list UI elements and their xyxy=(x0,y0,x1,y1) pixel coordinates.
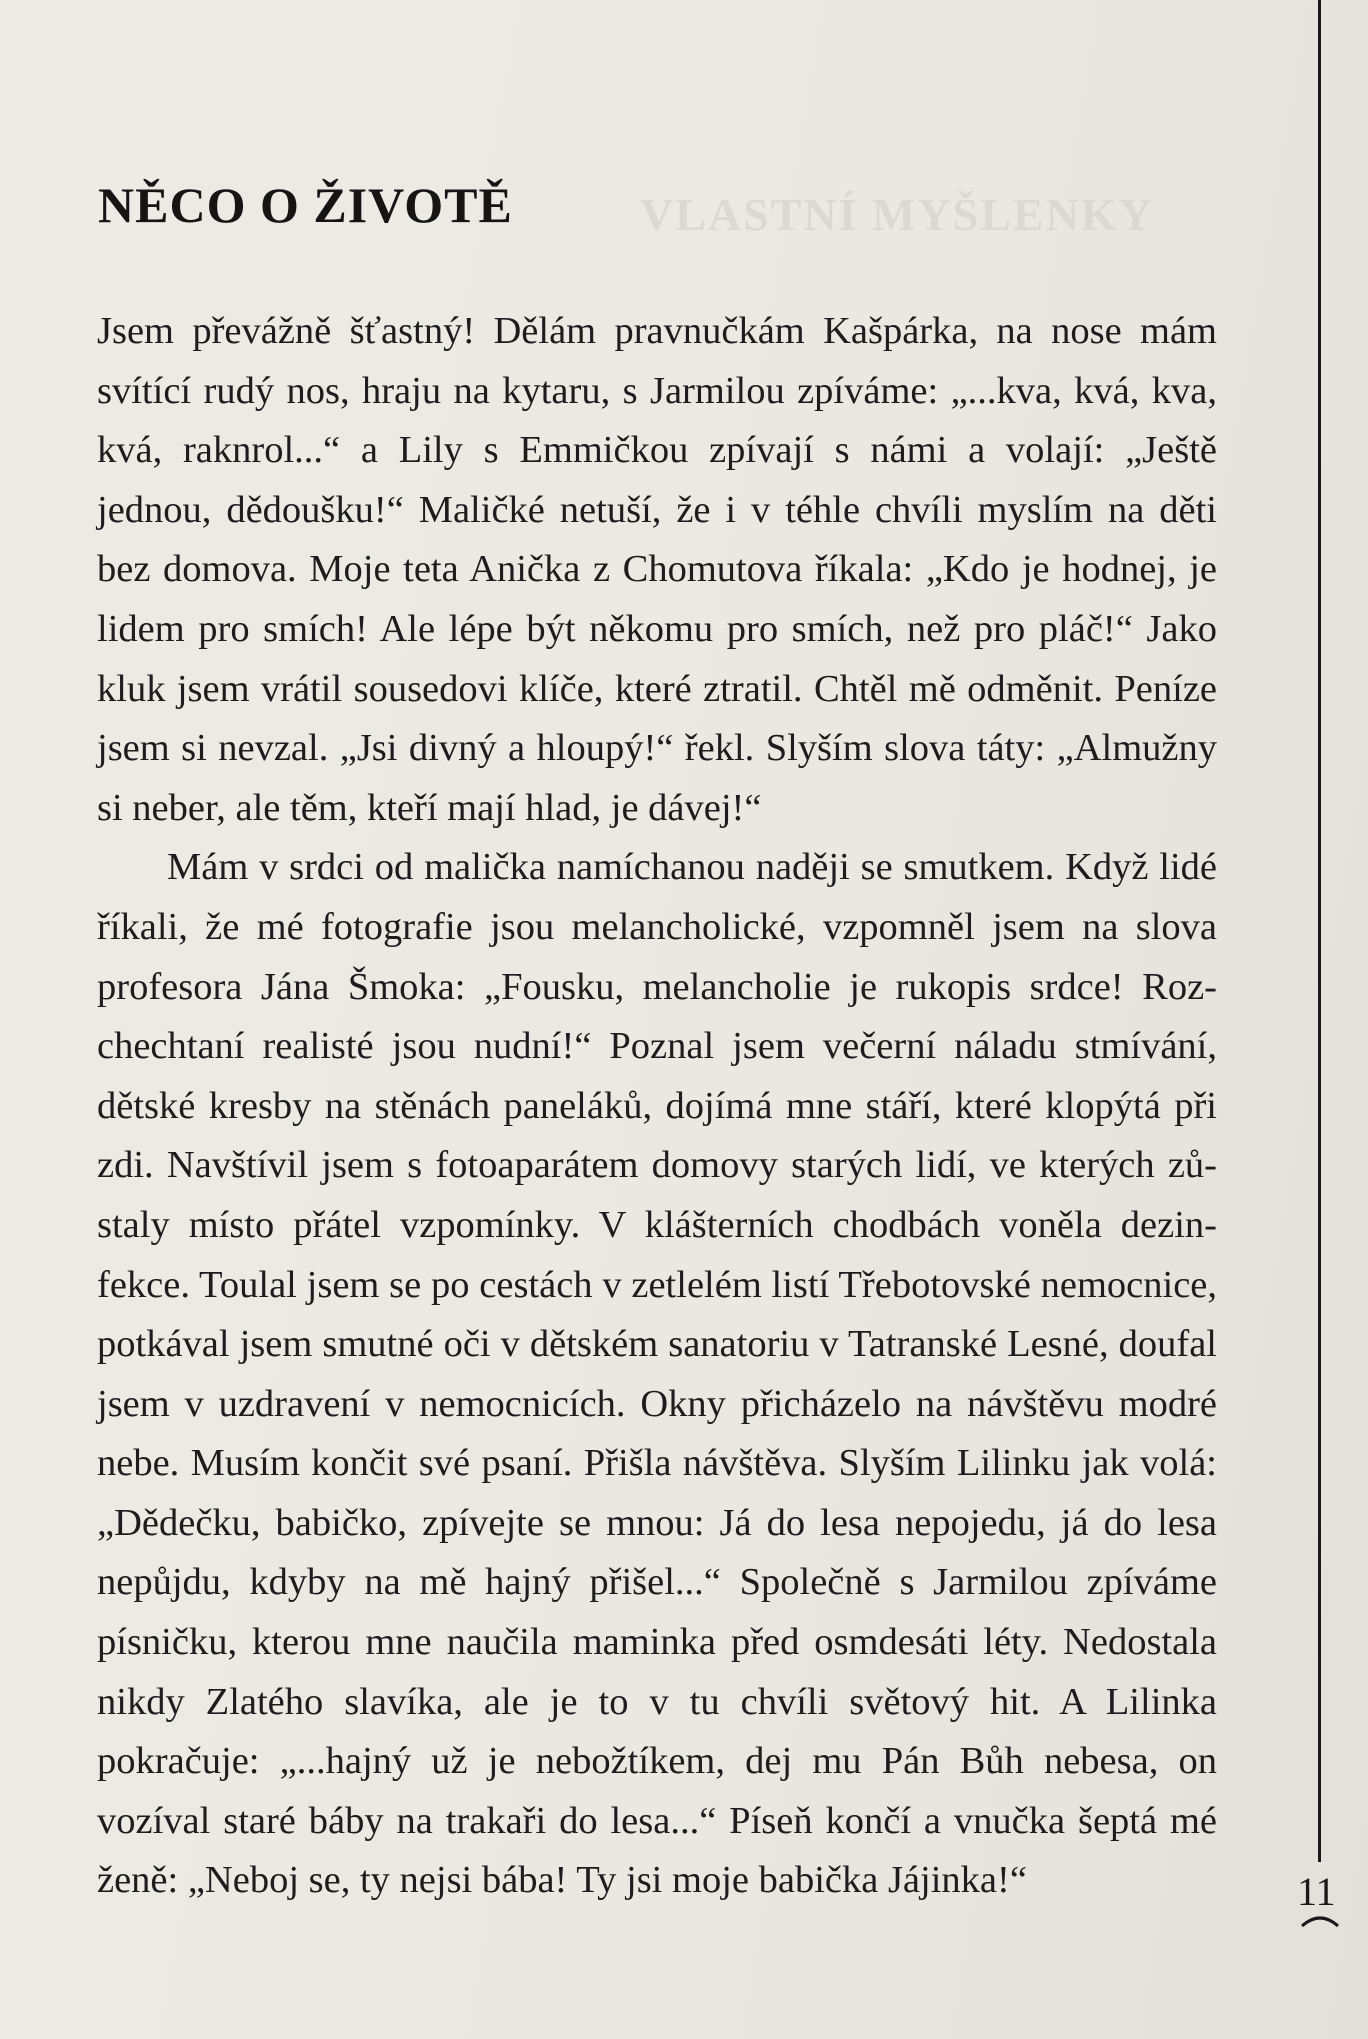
bleed-through-text: VLASTNÍ MYŠLENKY xyxy=(640,189,1154,240)
page-number: 11 xyxy=(1297,1869,1336,1914)
chapter-body xyxy=(97,302,1217,1911)
chapter-title: NĚCO O ŽIVOTĚ xyxy=(98,177,513,233)
margin-rule xyxy=(1318,0,1321,1862)
paragraph-1: Jsem převážně šťastný! Dělám pravnučkám Kašpárka, na nose mám svítící rudý nos, hraju na kytaru, s Jarmilou zpíváme: „...kva, kvá, kva, kvá, raknrol...“ a Lily s Emmičkou zpívají s námi a volají: „Ještě jednou, dědoušku!“ Maličké netuší, že i v téhle chvíli myslím na děti bez domova. Moje teta Anička z Chomutova říkala: „Kdo je hodnej, je lidem pro smích! Ale lépe být někomu pro smích, než pro pláč!“ Jako kluk jsem vrátil sousedovi klíče, které ztratil. Chtěl mě odměnit. Peníze jsem si nevzal. „Jsi divný a hloupý!“ řekl. Slyším slova táty: „Almužny si neber, ale těm, kteří mají hlad, je dávej!“ xyxy=(97,310,1217,829)
paragraph-2: Mám v srdci od malička namíchanou naději se smutkem. Když lidé říkali, že mé fotografie jsou melancholické, vzpomněl jsem na slova profesora Jána Šmoka: „Fousku, melancholie je rukopis srdce! Rozchechtaní realisté jsou nudní!“ Poznal jsem večerní náladu stmívání, dětské kresby na stěnách paneláků, dojímá mne stáří, které klopýtá při zdi. Navštívil jsem s fotoaparátem domovy starých lidí, ve kterých zůstaly místo přátel vzpomínky. V klášterních chodbách voněla dezinfekce. Toulal jsem se po cestách v zetlelém listí Třebotovské nemocnice, potkával jsem smutné oči v dětském sanatoriu v Tatranské Lesné, doufal jsem v uzdravení v nemocnicích. Okny přicházelo na návštěvu modré nebe. Musím končit své psaní. Přišla návštěva. Slyším Lilinku jak volá: „Dědečku, babičko, zpívejte se mnou: Já do lesa nepojedu, já do lesa nepůjdu, kdyby na mě hajný přišel...“ Společně s Jarmilou zpíváme písničku, kterou mne naučila maminka před osmdesáti léty. Nedostala nikdy Zlatého slavíka, ale je to v tu chvíli světový hit. A Lilinka pokračuje: „...hajný už je nebožtíkem, dej mu Pán Bůh nebesa, on vozíval staré báby na trakaři do lesa...“ Píseň končí a vnučka šeptá mé ženě: „Neboj se, ty nejsi bába! Ty jsi moje babička Jájinka!“ xyxy=(97,846,1217,1902)
chevron-up-icon xyxy=(1300,1912,1340,1928)
